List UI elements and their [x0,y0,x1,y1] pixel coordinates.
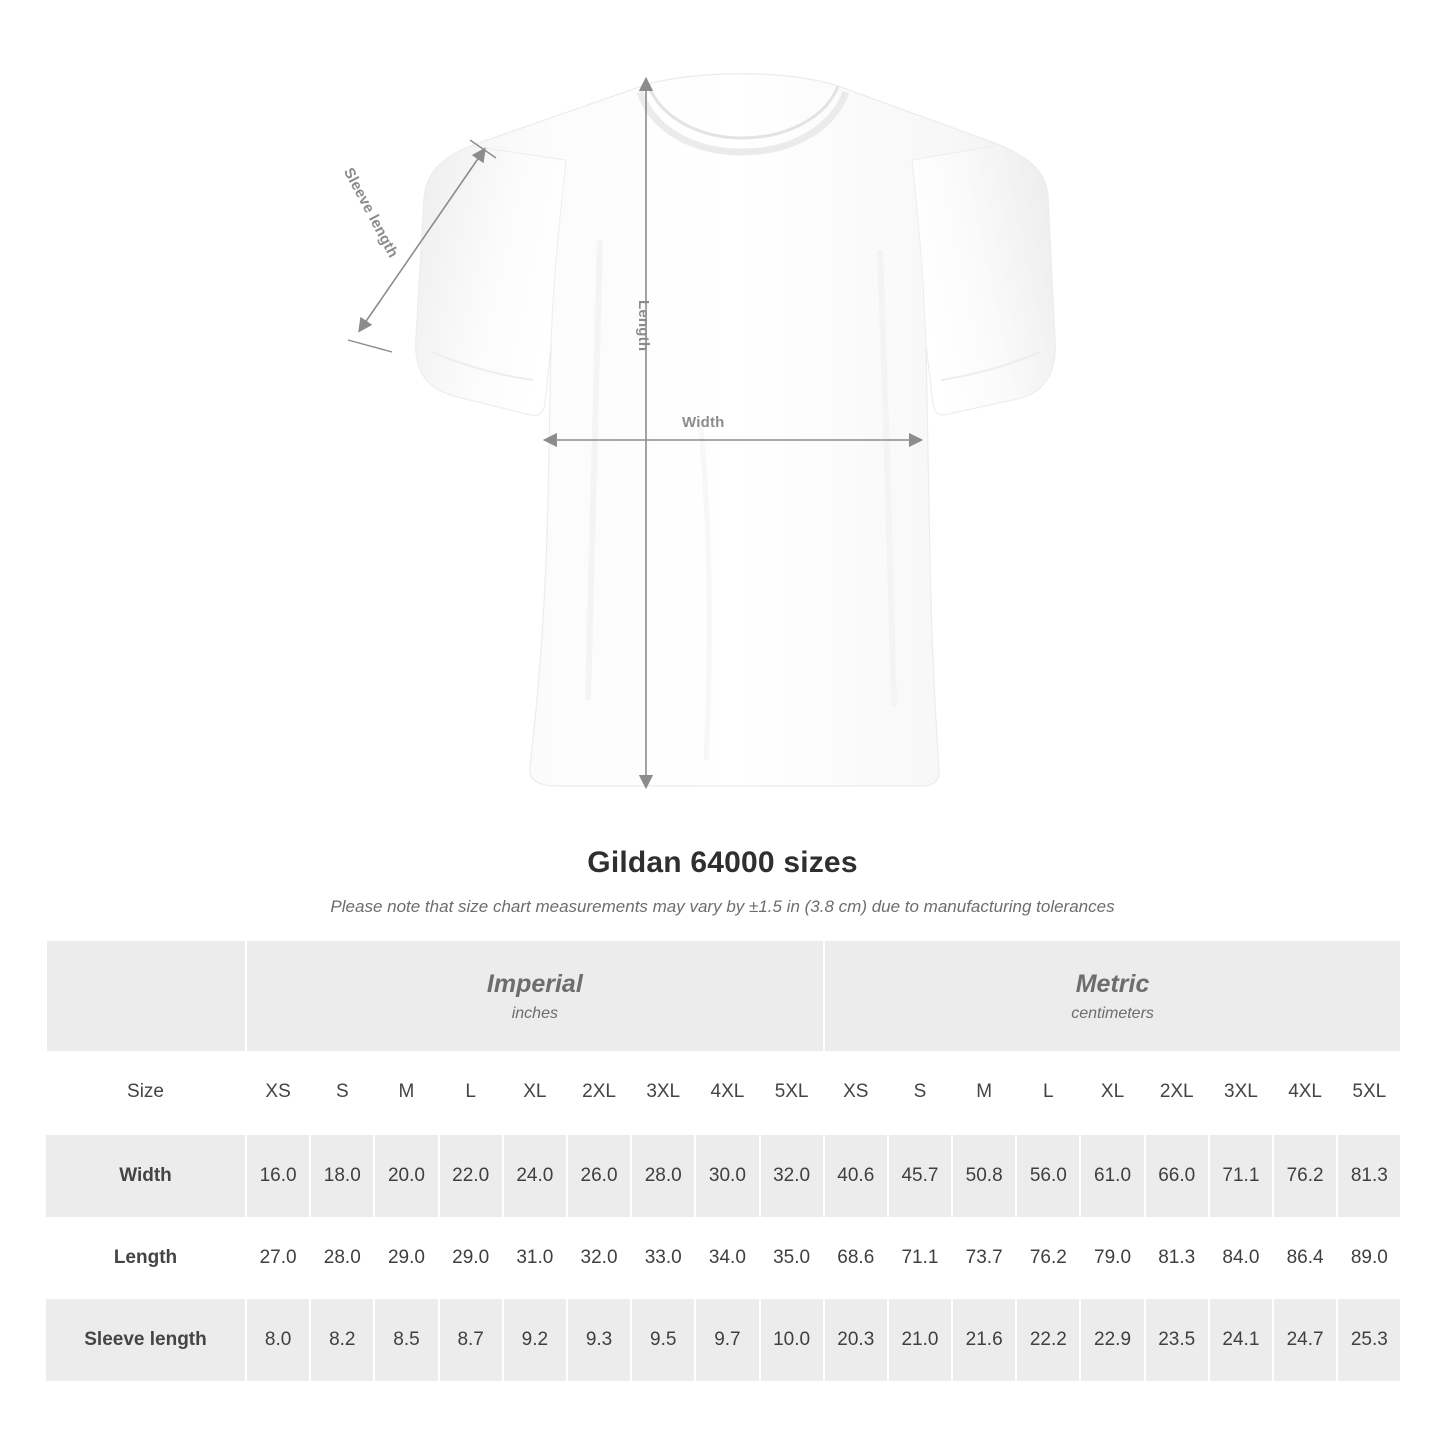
col-header-2xl-imperial: 2XL [567,1051,631,1134]
cell-sleeve-1: 8.2 [310,1299,374,1381]
cell-sleeve-3: 8.7 [439,1299,503,1381]
cell-sleeve-5: 9.3 [567,1299,631,1381]
cell-width-11: 50.8 [952,1134,1016,1217]
cell-length-8: 35.0 [760,1217,824,1299]
cell-width-7: 30.0 [695,1134,759,1217]
col-header-m-imperial: M [374,1051,438,1134]
cell-width-10: 45.7 [888,1134,952,1217]
cell-length-5: 32.0 [567,1217,631,1299]
col-header-xs-imperial: XS [246,1051,310,1134]
cell-length-0: 27.0 [246,1217,310,1299]
cell-width-16: 76.2 [1273,1134,1337,1217]
col-header-4xl-imperial: 4XL [695,1051,759,1134]
cell-length-17: 89.0 [1337,1217,1401,1299]
cell-sleeve-9: 20.3 [824,1299,888,1381]
cell-length-3: 29.0 [439,1217,503,1299]
cell-width-4: 24.0 [503,1134,567,1217]
cell-length-13: 79.0 [1080,1217,1144,1299]
col-header-l-imperial: L [439,1051,503,1134]
size-header-cell: Size [46,1051,246,1134]
cell-width-15: 71.1 [1209,1134,1273,1217]
table-row [46,1299,1401,1381]
cell-sleeve-7: 9.7 [695,1299,759,1381]
col-header-5xl-metric: 5XL [1337,1051,1401,1134]
row-label-width: Width [46,1134,246,1217]
cell-width-9: 40.6 [824,1134,888,1217]
size-table-wrapper [45,941,1400,1381]
cell-length-15: 84.0 [1209,1217,1273,1299]
col-header-l-metric: L [1016,1051,1080,1134]
cell-width-6: 28.0 [631,1134,695,1217]
cell-length-12: 76.2 [1016,1217,1080,1299]
metric-label: Metric [1075,970,1150,999]
cell-length-10: 71.1 [888,1217,952,1299]
cell-sleeve-8: 10.0 [760,1299,824,1381]
metric-unit-cell [824,941,1402,1051]
cell-width-13: 61.0 [1080,1134,1144,1217]
col-header-3xl-imperial: 3XL [631,1051,695,1134]
cell-width-12: 56.0 [1016,1134,1080,1217]
cell-width-17: 81.3 [1337,1134,1401,1217]
sleeve-length-label: Sleeve length [339,165,402,261]
table-row [46,1217,1401,1299]
cell-length-4: 31.0 [503,1217,567,1299]
cell-sleeve-6: 9.5 [631,1299,695,1381]
col-header-4xl-metric: 4XL [1273,1051,1337,1134]
metric-sub-label: centimeters [1071,1004,1154,1022]
cell-sleeve-12: 22.2 [1016,1299,1080,1381]
cell-width-2: 20.0 [374,1134,438,1217]
imperial-unit-cell [246,941,824,1051]
cell-width-0: 16.0 [246,1134,310,1217]
cell-width-1: 18.0 [310,1134,374,1217]
page-title: Gildan 64000 sizes [587,846,858,879]
cell-sleeve-14: 23.5 [1145,1299,1209,1381]
cell-length-6: 33.0 [631,1217,695,1299]
cell-length-9: 68.6 [824,1217,888,1299]
row-label-length: Length [46,1217,246,1299]
col-header-m-metric: M [952,1051,1016,1134]
col-header-xl-metric: XL [1080,1051,1144,1134]
column-header-row [46,1051,1401,1134]
size-table [45,941,1402,1381]
unit-header-row [46,941,1401,1051]
cell-length-16: 86.4 [1273,1217,1337,1299]
cell-length-7: 34.0 [695,1217,759,1299]
col-header-s-metric: S [888,1051,952,1134]
imperial-label: Imperial [486,970,583,999]
cell-length-1: 28.0 [310,1217,374,1299]
title-block [0,846,1445,917]
cell-sleeve-11: 21.6 [952,1299,1016,1381]
col-header-2xl-metric: 2XL [1145,1051,1209,1134]
row-label-sleeve-length: Sleeve length [46,1299,246,1381]
imperial-sub-label: inches [511,1004,558,1022]
cell-length-2: 29.0 [374,1217,438,1299]
cell-width-14: 66.0 [1145,1134,1209,1217]
col-header-s-imperial: S [310,1051,374,1134]
tolerance-note: Please note that size chart measurements may vary by ±1.5 in (3.8 cm) due to manufacturing tolerances [330,897,1115,916]
width-label: Width [682,414,725,431]
col-header-xs-metric: XS [824,1051,888,1134]
unit-spacer-cell [46,941,246,1051]
cell-sleeve-16: 24.7 [1273,1299,1337,1381]
col-header-3xl-metric: 3XL [1209,1051,1273,1134]
col-header-xl-imperial: XL [503,1051,567,1134]
cell-sleeve-17: 25.3 [1337,1299,1401,1381]
col-header-5xl-imperial: 5XL [760,1051,824,1134]
cell-width-8: 32.0 [760,1134,824,1217]
cell-sleeve-10: 21.0 [888,1299,952,1381]
cell-length-14: 81.3 [1145,1217,1209,1299]
cell-width-5: 26.0 [567,1134,631,1217]
cell-width-3: 22.0 [439,1134,503,1217]
length-label: Length [635,300,652,352]
cell-sleeve-4: 9.2 [503,1299,567,1381]
cell-sleeve-15: 24.1 [1209,1299,1273,1381]
table-row [46,1134,1401,1217]
cell-sleeve-13: 22.9 [1080,1299,1144,1381]
cell-sleeve-2: 8.5 [374,1299,438,1381]
tshirt-shape [416,74,1055,786]
cell-length-11: 73.7 [952,1217,1016,1299]
cell-sleeve-0: 8.0 [246,1299,310,1381]
